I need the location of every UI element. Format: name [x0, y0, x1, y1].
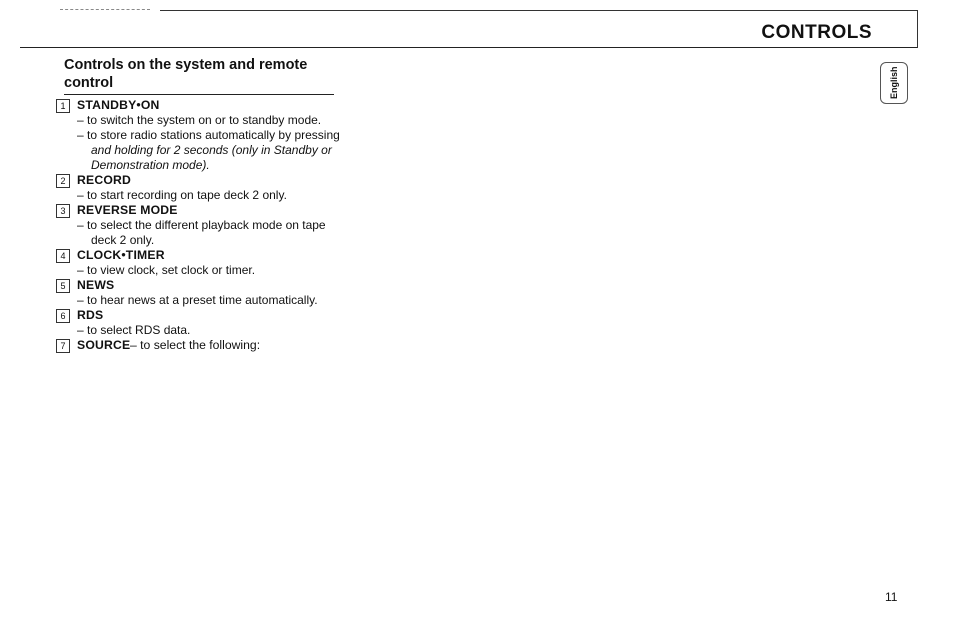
item-description: – to switch the system on or to standby mode.: [77, 113, 322, 127]
item-number-box: 2: [56, 174, 70, 188]
item-description: Demonstration mode).: [91, 158, 210, 172]
header-vertical-rule: [917, 10, 918, 48]
top-dashed-rule: [60, 9, 150, 10]
item-title: NEWS: [77, 278, 115, 292]
item-description: – to start recording on tape deck 2 only.: [77, 188, 287, 202]
item-title: STANDBY•ON: [77, 98, 160, 112]
section-title: Controls on the system and remote control: [64, 56, 334, 95]
item-description: – to view clock, set clock or timer.: [77, 263, 256, 277]
item-description: – to hear news at a preset time automatically.: [77, 293, 318, 307]
item-title: RDS: [77, 308, 104, 322]
item-description: deck 2 only.: [91, 233, 155, 247]
item-number-box: 5: [56, 279, 70, 293]
item-description: – to store radio stations automatically by pressing: [77, 128, 340, 142]
page-number: 11: [885, 590, 898, 604]
item-title: SOURCE: [77, 338, 131, 352]
header-rule: [20, 47, 917, 48]
item-number-box: 7: [56, 339, 70, 353]
item-title-suffix: – to select the following:: [130, 338, 261, 352]
item-number-box: 3: [56, 204, 70, 218]
top-rule: [160, 10, 918, 11]
item-title: REVERSE MODE: [77, 203, 178, 217]
item-title: RECORD: [77, 173, 132, 187]
item-description: – to select RDS data.: [77, 323, 191, 337]
language-tab: English: [880, 62, 908, 104]
item-number-box: 6: [56, 309, 70, 323]
page-header-title: CONTROLS: [761, 22, 872, 43]
item-description: – to select the different playback mode on tape: [77, 218, 326, 232]
item-title: CLOCK•TIMER: [77, 248, 165, 262]
item-number-box: 1: [56, 99, 70, 113]
item-description: and holding for 2 seconds (only in Standby or: [91, 143, 332, 157]
item-number-box: 4: [56, 249, 70, 263]
